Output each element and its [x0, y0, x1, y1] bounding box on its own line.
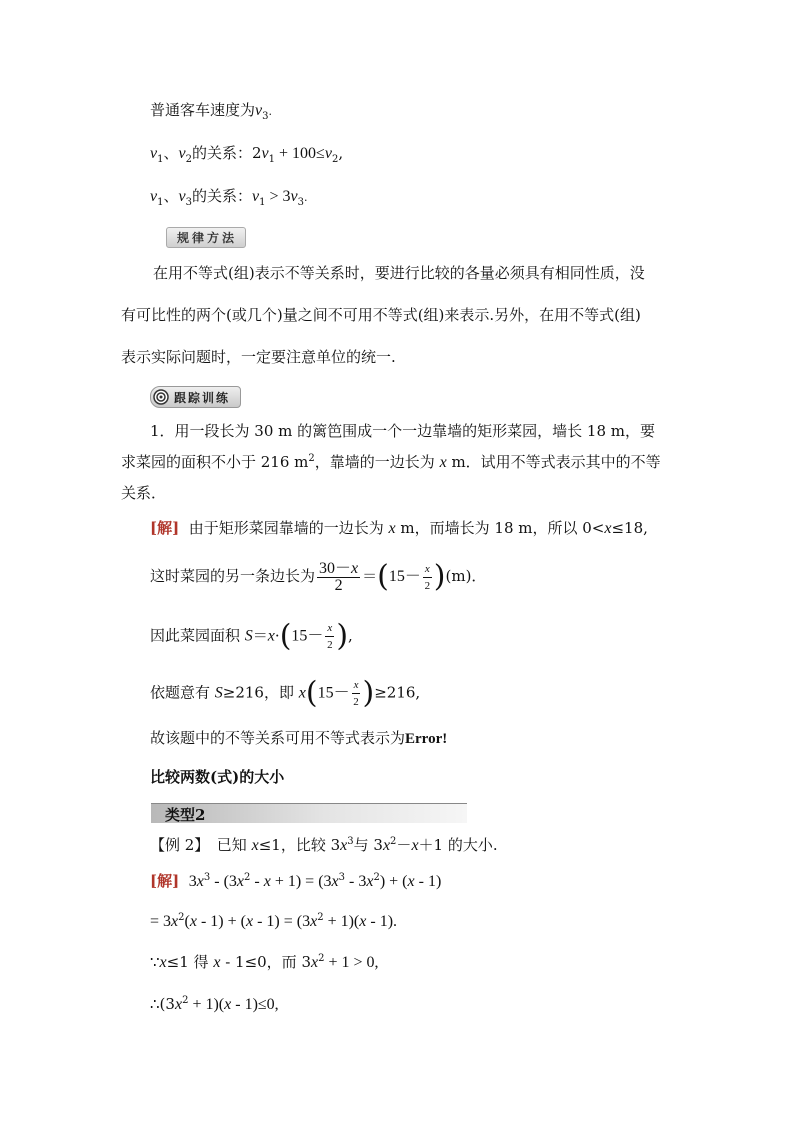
solution-step-2: 这时菜园的另一条边长为 $\frac{30-x}{2}$ ＝(15－ $\frac{x}{2}$ )(m)． [150, 559, 487, 594]
example-2-solution-line-3: ∵x≤1 得 x ‐ 1≤0，而 $3x^2 + 1 > 0$, [150, 953, 379, 971]
question-1-line-2: 求菜园的面积不小于 216 $m^2$，靠墙的一边长为 x m．试用不等式表示其中的不等 [121, 453, 661, 471]
fraction-30-minus-x-over-2: $\frac{30-x}{2}$ [319, 560, 359, 594]
example-2-solution-line-2: = $3x^2(x$ ‐ 1) + (x ‐ $1) = (3x^2 + 1)(x$ ‐ 1). [150, 912, 398, 930]
example-2-solution-line-1: [解] $3x^3$ ‐ ($3x^2$ ‐ $x + 1) = (3x^3$ ‐ $3x^2) + (x$ ‐ 1) [150, 872, 442, 890]
question-1-line-3: 关系． [121, 484, 167, 502]
solution-step-3: 因此菜园面积 S＝x·(15－ $\frac{x}{2}$ ), [150, 618, 353, 654]
method-paragraph-line-1: 在用不等式(组)表示不等关系时，要进行比较的各量必须具有相同性质，没 [153, 264, 645, 282]
type-2-header [151, 803, 467, 823]
line-v3-definition: 普通客车速度为$v_3$. [150, 101, 272, 122]
example-2-solution-line-4: $\therefore(3x^2 + 1)(x$ ‐ 1)≤0, [150, 995, 279, 1013]
solution-label: [解] [150, 519, 180, 537]
target-icon [153, 389, 169, 405]
method-paragraph-line-2: 有可比性的两个(或几个)量之间不可用不等式(组)来表示.另外，在用不等式(组) [121, 306, 641, 324]
section-title: 比较两数(式)的大小 [150, 768, 285, 786]
line-v1-v2-relation: $v_1$、$v_2$的关系：$2v_1 + 100\le v_2$, [150, 144, 344, 165]
line-v1-v3-relation: $v_1$、$v_3$的关系：$v_1 > 3v_3$. [150, 187, 308, 208]
type-2-label: 类型2 [165, 806, 206, 824]
solution-step-5: 故该题中的不等关系可用不等式表示为Error! [150, 729, 448, 747]
method-badge: 规律方法 [166, 227, 246, 248]
example-2-statement: 【例 2】 已知 x≤1，比较 $3x^3$与 $3x^2-x+1$ 的大小. [150, 836, 498, 854]
solution-step-1: [解] 由于矩形菜园靠墙的一边长为 x m，而墙长为 18 m，所以 0<x≤18, [150, 519, 648, 537]
tracking-practice-header [150, 386, 241, 408]
error-placeholder: Error! [405, 731, 448, 747]
solution-step-4: 依题意有 S≥216，即 x(15－ $\frac{x}{2}$ )≥216, [150, 675, 421, 711]
question-1-line-1: 1．用一段长为 30 m 的篱笆围成一个一边靠墙的矩形菜园，墙长 18 m，要 [150, 422, 656, 440]
tracking-practice-label: 跟踪训练 [174, 390, 231, 405]
method-paragraph-line-3: 表示实际问题时，一定要注意单位的统一. [121, 348, 396, 366]
